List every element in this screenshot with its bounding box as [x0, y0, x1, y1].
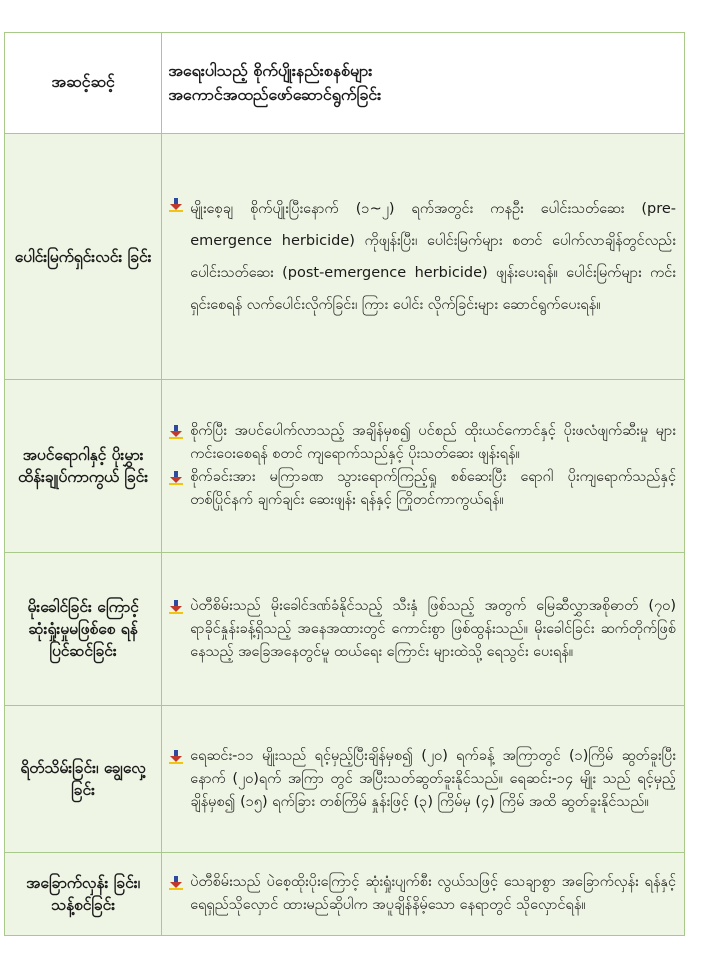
- bullet-text: စိုက်ပြီး အပင်ပေါက်လာသည့် အချိန်မှစ၍ ပင်စည် ထိုးယင်ကောင်နှင့် ပိုးဖလံဖျက်ဆီးမှု များ ကင်းဝေးစေရန် စတင် ကျရောက်သည်နှင့် ပိုးသတ်ဆေး ဖျန်းရန်။: [190, 423, 676, 462]
- list-item: [168, 745, 676, 814]
- practice-cell: [162, 853, 685, 936]
- arrow-down-bullet-icon: [168, 197, 190, 217]
- bullet-list: [162, 416, 684, 516]
- bullet-text: ပဲတီစိမ်းသည် မိုးခေါင်ဒဏ်ခံနိုင်သည့် သီးနှံ ဖြစ်သည့် အတွက် မြေဆီလွှာအစိုဓာတ် (၇၀) ရာခိုင်နှုန်းခန့်ရှိသည့် အနေအထားတွင် ကောင်းစွာ ဖြစ်ထွန်းသည်။ မိုးခေါင်ခြင်း ဆက်တိုက်ဖြစ်နေသည့် အခြေအနေတွင်မူ ထယ်ရေး ကြောင်း များထဲသို့ ရေသွင်း ပေးရန်။: [190, 597, 676, 660]
- bullet-text: ပဲတီစိမ်းသည် ပဲစေ့ထိုးပိုးကြောင့် ဆုံးရှုံးပျက်စီး လွယ်သဖြင့် သေချာစွာ အခြောက်လှန်း ရန်နှင့် ရေရှည်သိုလှောင် ထားမည်ဆိုပါက အပူချိန်နိမ့်သော နေရာတွင် သိုလှောင်ရန်။: [190, 874, 676, 913]
- header-practice-line1: အရေးပါသည့် စိုက်ပျိုးနည်းစနစ်များ: [168, 61, 373, 80]
- bullet-text: မျိုးစေ့ချ စိုက်ပျိုးပြီးနောက် (၁~၂) ရက်အတွင်း ကနဦး ပေါင်းသတ်ဆေး (pre-emergence herbicide) ကိုဖျန်းပြီး၊ ပေါင်းမြက်များ စတင် ပေါက်လာချိန်တွင်လည်း ပေါင်းသတ်ဆေး (post-emergence herbicide) ဖျန်းပေးရန်။ ပေါင်းမြက်များ ကင်းရှင်းစေရန် လက်ပေါင်းလိုက်ခြင်း၊ ကြား ပေါင်း လိုက်ခြင်းများ ဆောင်ရွက်ပေးရန်။: [190, 200, 676, 313]
- table-row: [5, 553, 685, 706]
- practice-cell: [162, 706, 685, 853]
- stage-cell: [5, 380, 162, 553]
- practice-cell: [162, 134, 685, 380]
- list-item: [168, 420, 676, 466]
- table-row: [5, 134, 685, 380]
- header-practice-line2: အကောင်အထည်ဖော်ဆောင်ရွက်ခြင်း: [168, 85, 382, 104]
- bullet-text: စိုက်ခင်းအား မကြာခဏ သွားရောက်ကြည့်ရှု စစ်ဆေးပြီး ရောဂါ ပိုးကျရောက်သည်နှင့် တစ်ပြိုင်နက် ချက်ချင်း ဆေးဖျန်း ရန်နှင့် ကြိုတင်ကာကွယ်ရန်။: [190, 469, 676, 508]
- table-row: [5, 706, 685, 853]
- header-stage-label: အဆင့်ဆင့်: [51, 72, 115, 91]
- stage-cell: [5, 853, 162, 936]
- arrow-down-bullet-icon: [168, 424, 190, 444]
- table-row: [5, 853, 685, 936]
- stage-label: ရိတ်သိမ်းခြင်း၊ ချွေလှေ့ခြင်း: [20, 759, 146, 799]
- table-header-row: [5, 33, 685, 134]
- stage-cell: [5, 553, 162, 706]
- bullet-list: [162, 867, 684, 921]
- arrow-down-bullet-icon: [168, 875, 190, 895]
- list-item: [168, 871, 676, 917]
- header-practice-label: [162, 59, 684, 107]
- bullet-list: [162, 189, 684, 325]
- arrow-down-bullet-icon: [168, 749, 190, 769]
- list-item: [168, 193, 676, 321]
- stage-cell: [5, 706, 162, 853]
- bullet-list: [162, 741, 684, 818]
- table-row: [5, 380, 685, 553]
- stage-label: အပင်ရောဂါနှင့် ပိုးမွှား ထိန်းချုပ်ကာကွယ် ခြင်း: [18, 446, 149, 486]
- header-practice-cell: [162, 33, 685, 134]
- practice-cell: [162, 553, 685, 706]
- header-stage-cell: [5, 33, 162, 134]
- list-item: [168, 595, 676, 664]
- bullet-text: ရေဆင်း-၁၁ မျိုးသည် ရင့်မှည့်ပြီးချိန်မှစ၍ (၂၀) ရက်ခန့် အကြာတွင် (၁)ကြိမ် ဆွတ်ခူးပြီး နောက် (၂၀)ရက် အကြာ တွင် အပြီးသတ်ဆွတ်ခူးနိုင်သည်။ ရေဆင်း-၁၄ မျိုး သည် ရင့်မှည့် ချိန်မှစ၍ (၁၅) ရက်ခြား တစ်ကြိမ် နှုန်းဖြင့် (၃) ကြိမ်မှ (၄) ကြိမ် အထိ ဆွတ်ခူးနိုင်သည်။: [190, 747, 676, 810]
- stage-label: အခြောက်လှန်း ခြင်း၊ သန့်စင်ခြင်း: [26, 874, 141, 914]
- stage-label: ပေါင်းမြက်ရှင်းလင်း ခြင်း: [14, 247, 152, 266]
- list-item: [168, 466, 676, 512]
- bullet-list: [162, 591, 684, 668]
- stage-cell: [5, 134, 162, 380]
- arrow-down-bullet-icon: [168, 599, 190, 619]
- arrow-down-bullet-icon: [168, 470, 190, 490]
- practice-cell: [162, 380, 685, 553]
- practices-table: [4, 32, 685, 936]
- stage-label: မိုးခေါင်ခြင်း ကြောင့် ဆုံးရှုံးမှုမဖြစ်စေ ရန် ပြင်ဆင်ခြင်း: [27, 598, 139, 660]
